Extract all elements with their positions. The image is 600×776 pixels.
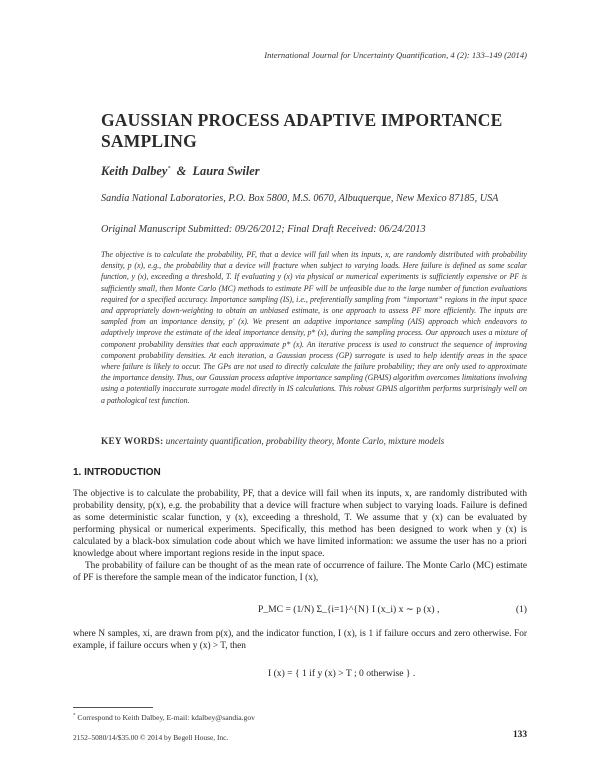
keywords-list: uncertainty quantification, probability theory, Monte Carlo, mixture models (165, 436, 445, 446)
author-first: Keith Dalbey (101, 164, 168, 178)
copyright-line: 2152–5080/14/$35.00 © 2014 by Begell House, Inc. (73, 733, 229, 742)
footnote-divider (73, 707, 153, 708)
equation-1-formula: P_MC = (1/N) Σ_{i=1}^{N} I (x_i) x ∼ p (x) , (258, 604, 440, 615)
equation-2 (73, 660, 527, 690)
intro-paragraph-3: where N samples, xi, are drawn from p(x), and the indicator function, I (x), is 1 if failure occurs and zero otherwise. For example, if failure occurs when y (x) > T, then (73, 629, 527, 652)
equation-1-number: (1) (515, 604, 527, 615)
footnote-text: Correspond to Keith Dalbey, E-mail: kdalbey@sandia.gov (77, 713, 255, 722)
footnote (73, 713, 255, 722)
footnote-mark: * (73, 713, 76, 719)
keywords (101, 436, 527, 446)
author-footnote-mark: * (167, 165, 171, 172)
article-title: GAUSSIAN PROCESS ADAPTIVE IMPORTANCE SAMPLING (101, 110, 503, 151)
abstract: The objective is to calculate the probability, PF, that a device will fail when its inputs, x, are randomly distributed with probability density, p (x), e.g., the probability that a device will fracture when subject to varying loads. Here failure is defined as some scalar function, y (x), exceeding a threshold, T. If evaluating y (x) via physical or numerical experiments is sufficiently expensive or PF is sufficiently small, then Monte Carlo (MC) methods to estimate PF will be unfeasible due to the large number of function evaluations required for a specified accuracy. Importance sampling (IS), i.e., preferentially sampling from “important” regions in the input space and appropriately down-weighting to obtain an unbiased estimate, is one approach to assess PF more efficiently. The inputs are sampled from an importance density, p′ (x). We present an adaptive importance sampling (AIS) approach which endeavors to adaptively improve the estimate of the ideal importance density, p* (x), during the sampling process. Our approach uses a mixture of component probability densities that each approximate p* (x). An iterative process is used to construct the sequence of improving component probability densities. At each iteration, a Gaussian process (GP) surrogate is used to help identify areas in the space where failure is likely to occur. The GPs are not used to directly calculate the failure probability; they are only used to approximate the importance density. Thus, our Gaussian process adaptive importance sampling (GPAIS) algorithm overcomes limitations involving using a potentially inaccurate surrogate model directly in IS calculations. This robust GPAIS algorithm performs surprisingly well on a pathological test function. (101, 250, 527, 405)
keywords-label: KEY WORDS: (101, 436, 164, 446)
author-separator: & (176, 164, 187, 178)
equation-1 (73, 596, 527, 626)
author-second: Laura Swiler (192, 164, 260, 178)
intro-paragraph-2: The probability of failure can be thought of as the mean rate of occurrence of failure. The Monte Carlo (MC) estimate of PF is therefore the sample mean of the indicator function, I (x), (73, 561, 527, 584)
equation-2-formula: I (x) = { 1 if y (x) > T ; 0 otherwise } . (268, 668, 416, 679)
intro-paragraph-1: The objective is to calculate the probability, PF, that a device will fail when its inputs, x, are randomly distributed with probability density, p(x), e.g. the probability that a device will fracture when subject to varying loads. Failure is defined as some deterministic scalar function, y (x), exceeding a threshold, T. We assume that y (x) can be evaluated by performing physical or numerical experiments. Specifically, this method has been designed to work when y (x) is calculated by a black-box simulation code about which we have limited information: we assume the user has no a priori knowledge about where important regions reside in the input space. (73, 489, 527, 560)
affiliation: Sandia National Laboratories, P.O. Box 5800, M.S. 0670, Albuquerque, New Mexico 87185, USA (101, 193, 499, 204)
authors (101, 164, 260, 179)
page-number: 133 (512, 730, 527, 740)
manuscript-dates: Original Manuscript Submitted: 09/26/2012; Final Draft Received: 06/24/2013 (101, 224, 426, 235)
journal-citation: International Journal for Uncertainty Quantification, 4 (2): 133–149 (2014) (264, 50, 527, 60)
section-heading: 1. INTRODUCTION (73, 467, 161, 478)
